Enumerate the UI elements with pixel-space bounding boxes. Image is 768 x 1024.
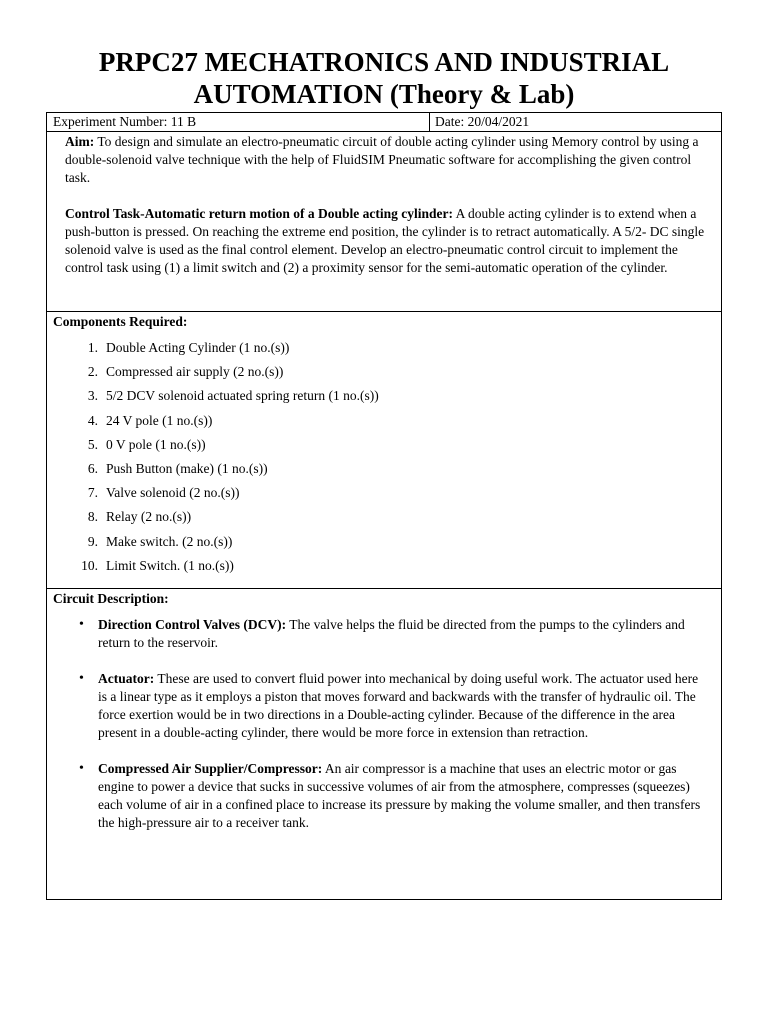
list-item: 4. 24 V pole (1 no.(s)) (87, 412, 213, 428)
experiment-table (46, 112, 722, 900)
control-task-paragraph (65, 205, 705, 277)
aim-text: To design and simulate an electro-pneumatic circuit of double acting cylinder using Memory control by using a double-solenoid valve technique with the help of FluidSIM Pneumatic software for accomplishing the given control task. (65, 134, 699, 185)
components-list (65, 336, 379, 578)
control-task-text: A double acting cylinder is to extend when a push-button is pressed. On reaching the extreme end position, the cylinder is to retract automatically. A 5/2- DC single solenoid valve is used as the final control element. Develop an electro-pneumatic control circuit to implement the control task using (1) a limit switch and (2) a proximity sensor for the semi-automatic operation of the cylinder. (65, 206, 705, 275)
list-item: 8. Relay (2 no.(s)) (87, 509, 192, 525)
header-row (47, 113, 721, 132)
experiment-number: Experiment Number: 11 B (53, 114, 197, 129)
list-item: 9. Make switch. (2 no.(s)) (87, 533, 233, 549)
control-task-label: Control Task-Automatic return motion of a Double acting cylinder: (65, 206, 453, 221)
list-item: 3. 5/2 DCV solenoid actuated spring return (1 no.(s)) (87, 388, 379, 404)
list-item: 7. Valve solenoid (2 no.(s)) (87, 485, 240, 501)
list-item: 2. Compressed air supply (2 no.(s)) (87, 364, 284, 380)
list-item: 1. Double Acting Cylinder (1 no.(s)) (87, 340, 290, 355)
aim-label: Aim: (65, 134, 95, 149)
list-item: • Direction Control Valves (DCV): The valve helps the fluid be directed from the pumps to the cylinders and return to the reservoir. (79, 617, 685, 650)
circuit-description-list (75, 616, 703, 850)
bullet-icon: • (79, 617, 84, 632)
list-item: 6. Push Button (make) (1 no.(s)) (87, 460, 268, 476)
list-item: 5. 0 V pole (1 no.(s)) (87, 436, 206, 452)
section-divider (47, 311, 721, 312)
components-heading: Components Required: (53, 314, 188, 329)
bullet-icon: • (79, 671, 84, 686)
list-item: • Actuator: These are used to convert fluid power into mechanical by doing useful work. The actuator used here is a linear type as it employs a piston that moves forward and backwards with the transfer of hydraulic oil. The force exertion would be in two directions in a Double-acting cylinder. Because of the difference in the area present in a double-acting cylinder, there would be more force in extension than retraction. (79, 671, 699, 740)
section-divider (47, 588, 721, 589)
experiment-date: Date: 20/04/2021 (435, 114, 530, 129)
list-item: • Compressed Air Supplier/Compressor: An air compressor is a machine that uses an electric motor or gas engine to power a device that sucks in successive volumes of air from the atmosphere, compresses (squeezes) each volume of air in a confined place to increase its pressure by making the volume smaller, and then transfers the high-pressure air to a receiver tank. (79, 761, 701, 830)
list-item: 10. Limit Switch. (1 no.(s)) (81, 557, 234, 573)
bullet-icon: • (79, 761, 84, 776)
circuit-description-heading: Circuit Description: (53, 591, 169, 606)
title-line-2: AUTOMATION (Theory & Lab) (193, 79, 575, 109)
document-title (0, 46, 768, 110)
title-line-1: PRPC27 MECHATRONICS AND INDUSTRIAL (98, 47, 670, 77)
aim-paragraph (65, 133, 705, 187)
header-divider (429, 113, 430, 131)
